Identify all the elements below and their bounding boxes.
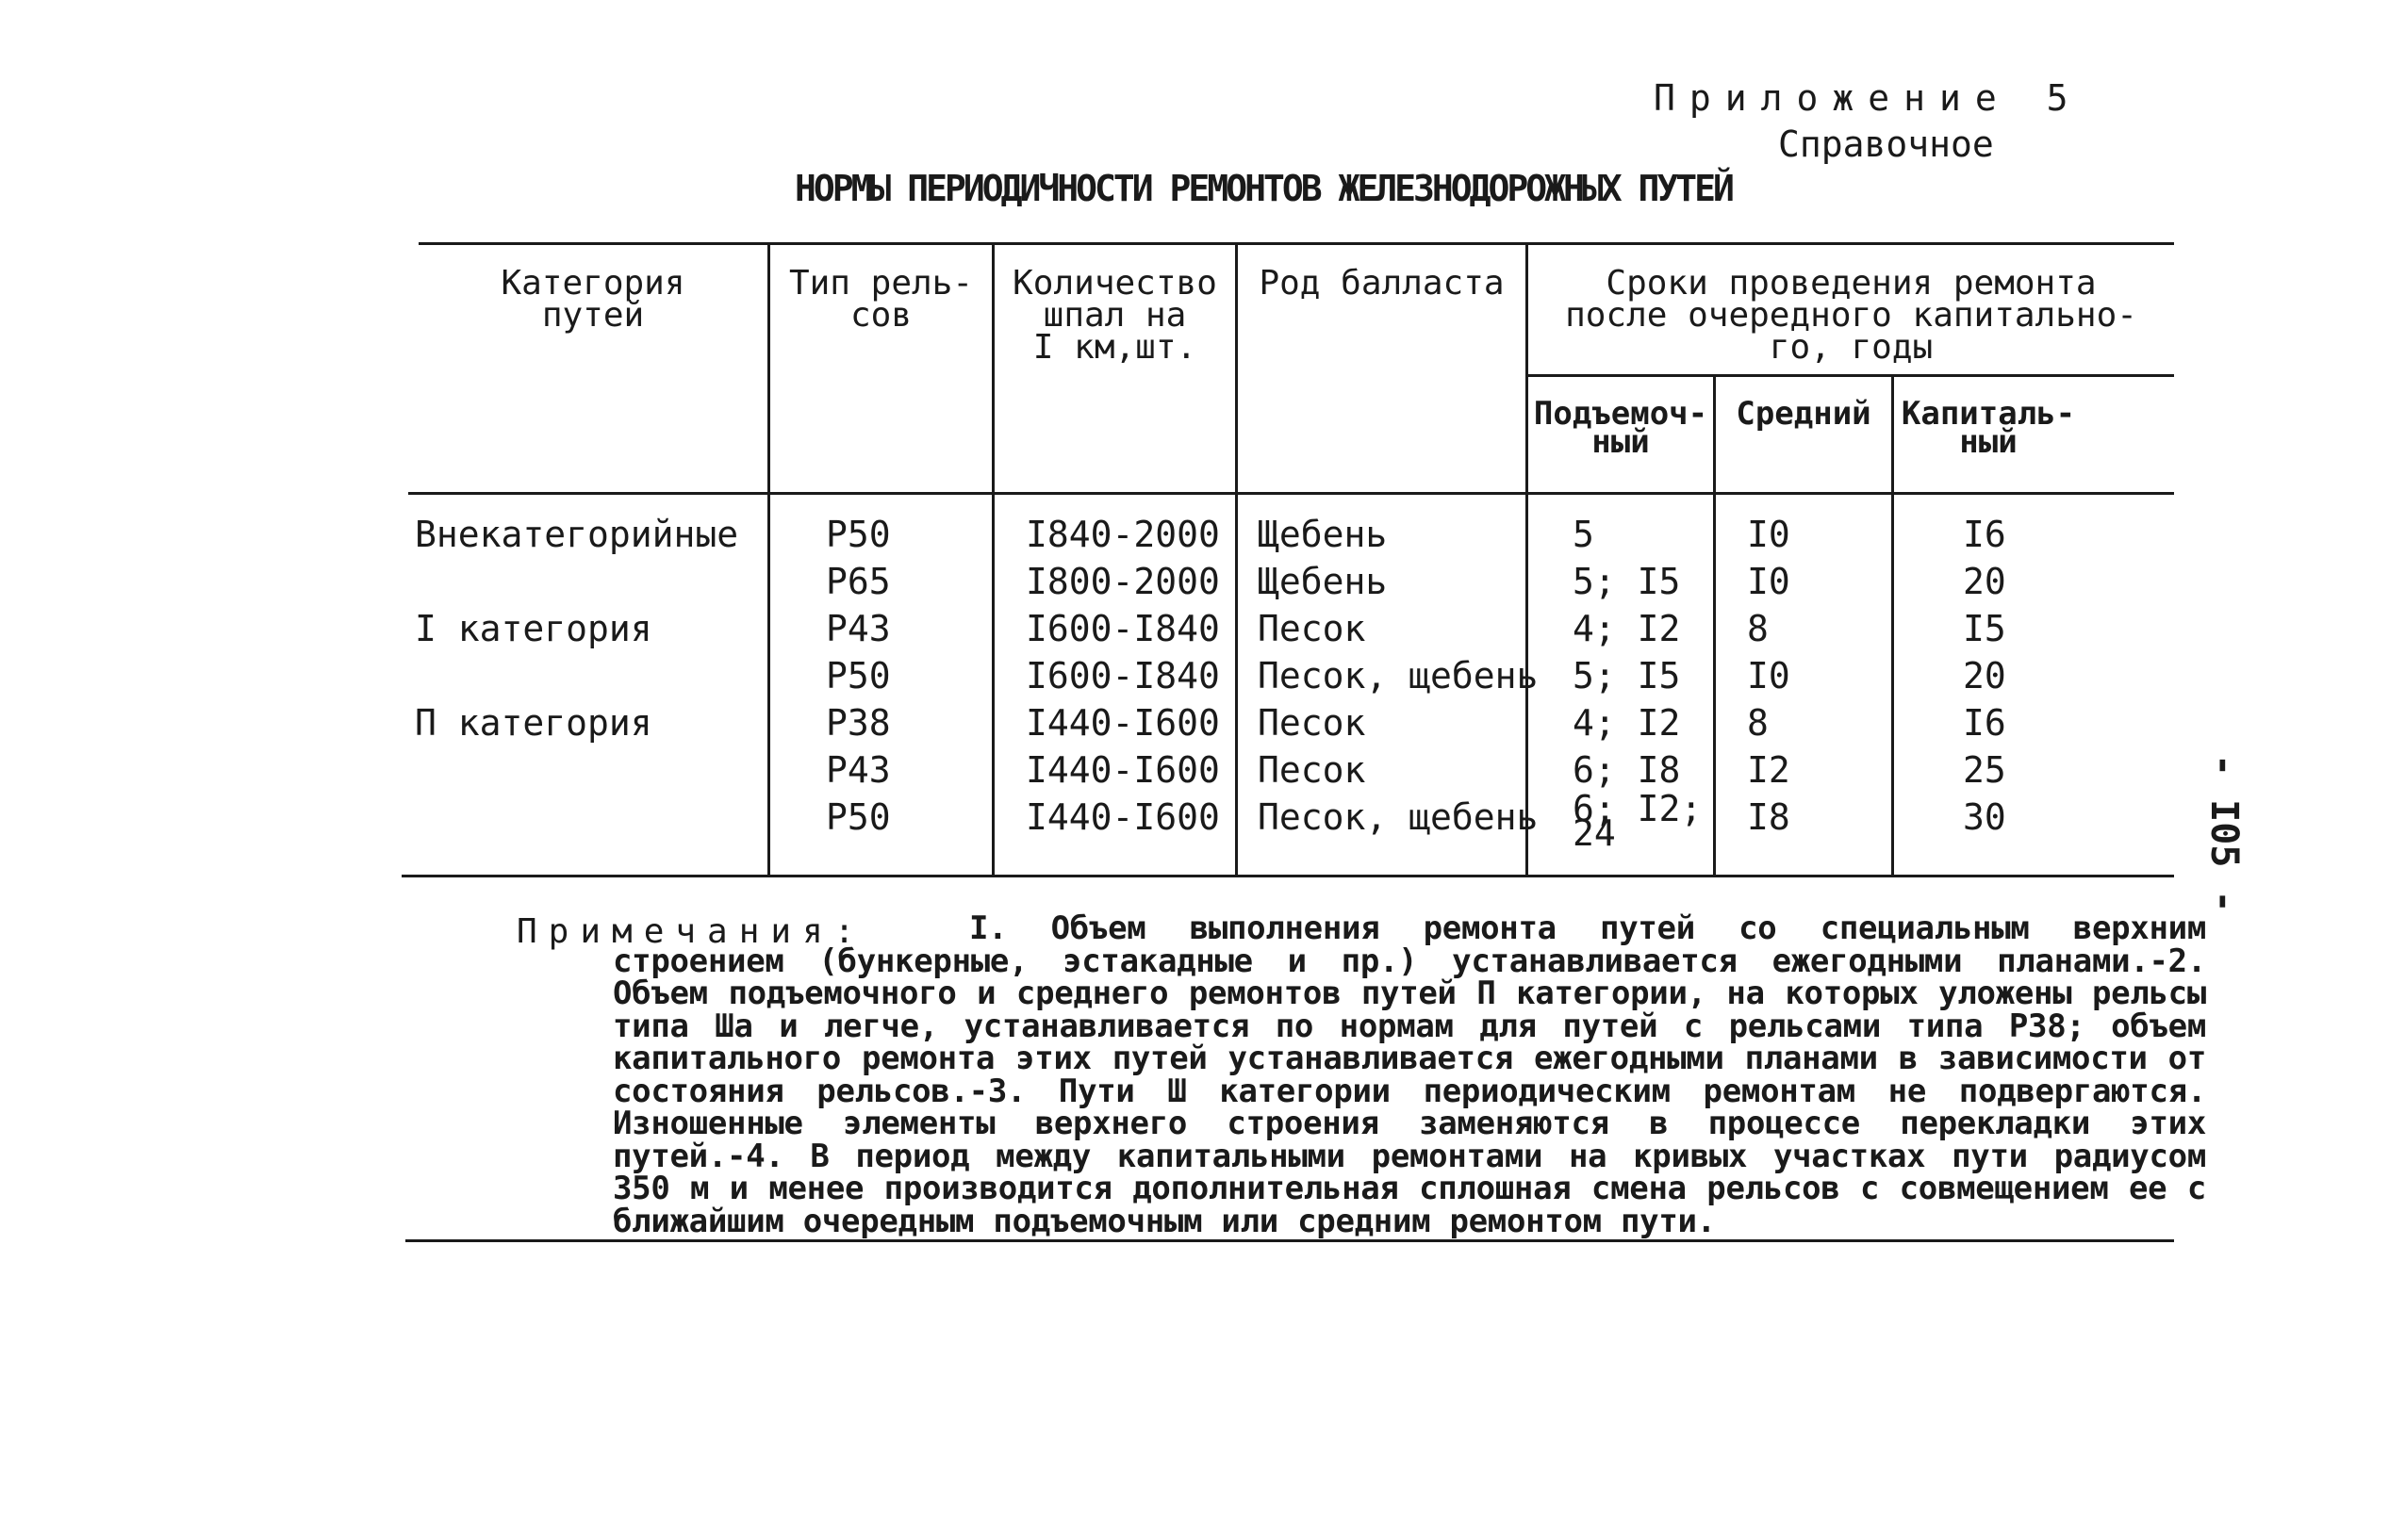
table-row xyxy=(0,514,2389,561)
cell-ballast: Щебень xyxy=(1258,561,1388,602)
cell-ballast: Песок, щебень xyxy=(1258,796,1539,838)
table-row xyxy=(0,702,2389,749)
table-row xyxy=(0,749,2389,796)
notes-label: Примечания: xyxy=(517,912,866,951)
cell-sleepers: I800-2000 xyxy=(1026,561,1220,602)
cell-category: Внекатегорийные xyxy=(415,514,739,555)
col-header-medium: Средний xyxy=(1736,395,1871,433)
cell-capital: 25 xyxy=(1963,749,2006,791)
cell-capital: I6 xyxy=(1963,514,2006,555)
cell-rail: Р50 xyxy=(826,655,891,696)
cell-lifting: 6; I2; 24 xyxy=(1573,788,1703,854)
cell-lifting: 6; I8 xyxy=(1573,749,1681,791)
cell-lifting: 5; I5 xyxy=(1573,655,1681,696)
cell-medium: I0 xyxy=(1747,655,1790,696)
col-header-terms: Сроки проведения ремонта после очередного капитально- го, годы xyxy=(1565,264,2137,367)
reference-label: Справочное xyxy=(1778,123,1994,165)
table-row xyxy=(0,788,2389,854)
cell-medium: I2 xyxy=(1747,749,1790,791)
cell-rail: Р38 xyxy=(826,702,891,744)
page-title: НОРМЫ ПЕРИОДИЧНОСТИ РЕМОНТОВ ЖЕЛЕЗНОДОРОЖНЫХ ПУТЕЙ xyxy=(795,168,1732,209)
cell-sleepers: I600-I840 xyxy=(1026,655,1220,696)
cell-medium: 8 xyxy=(1747,702,1769,744)
cell-medium: 8 xyxy=(1747,608,1769,649)
terms-header-rule xyxy=(1527,374,2174,377)
header-bottom-rule xyxy=(408,492,2174,495)
cell-medium: I0 xyxy=(1747,514,1790,555)
notes-text: I. Объем выполнения ремонта путей со специальным верхним строением (бункерные, эстакадные и пр.) устанавливается ежегодными планами.-2. Объем подъемочного и среднего ремонтов путей П категории, на которых уложены рельсы типа Ша и легче, устанавливается по нормам для путей с рельсами типа Р38; объем капитального ремонта этих путей устанавливается ежегодными планами в зависимости от состояния рельсов.-3. Пути Ш категории периодическим ремонтам не подвергаются. Изношенные элементы верхнего строения заменяются в процессе перекладки этих путей.-4. В период между капитальными ремонтами на кривых участках пути радиусом 350 м и менее производится дополнительная сплошная смена рельсов с совмещением ее с ближайшим очередным подъемочным или средним ремонтом пути. xyxy=(613,909,2206,1240)
cell-sleepers: I440-I600 xyxy=(1026,702,1220,744)
cell-rail: Р65 xyxy=(826,561,891,602)
cell-rail: Р43 xyxy=(826,749,891,791)
cell-capital: 20 xyxy=(1963,655,2006,696)
col-header-ballast: Род балласта xyxy=(1259,264,1505,303)
page-number: - I05 - xyxy=(2202,754,2246,913)
cell-ballast: Песок, щебень xyxy=(1258,655,1539,696)
cell-sleepers: I600-I840 xyxy=(1026,608,1220,649)
cell-rail: Р50 xyxy=(826,796,891,838)
cell-capital: I6 xyxy=(1963,702,2006,744)
cell-category: П категория xyxy=(415,702,652,744)
cell-sleepers: I840-2000 xyxy=(1026,514,1220,555)
cell-ballast: Песок xyxy=(1258,702,1366,744)
table-top-rule xyxy=(419,242,2174,245)
cell-capital: I5 xyxy=(1963,608,2006,649)
cell-medium: I8 xyxy=(1747,796,1790,838)
cell-sleepers: I440-I600 xyxy=(1026,796,1220,838)
cell-capital: 30 xyxy=(1963,796,2006,838)
col-header-category: Категория путей xyxy=(501,264,685,335)
cell-lifting: 4; I2 xyxy=(1573,608,1681,649)
cell-ballast: Песок xyxy=(1258,608,1366,649)
cell-rail: Р50 xyxy=(826,514,891,555)
table-row xyxy=(0,608,2389,655)
notes-bottom-rule xyxy=(405,1239,2174,1242)
cell-lifting: 5; I5 xyxy=(1573,561,1681,602)
cell-lifting: 4; I2 xyxy=(1573,702,1681,744)
cell-ballast: Щебень xyxy=(1258,514,1388,555)
table-row xyxy=(0,655,2389,702)
cell-capital: 20 xyxy=(1963,561,2006,602)
cell-ballast: Песок xyxy=(1258,749,1366,791)
col-header-lifting: Подъемоч- ный xyxy=(1533,395,1708,461)
cell-lifting: 5 xyxy=(1573,514,1594,555)
cell-category: I категория xyxy=(415,608,652,649)
table-row xyxy=(0,561,2389,608)
cell-rail: Р43 xyxy=(826,608,891,649)
col-header-capital: Капиталь- ный xyxy=(1901,395,2076,461)
cell-medium: I0 xyxy=(1747,561,1790,602)
cell-sleepers: I440-I600 xyxy=(1026,749,1220,791)
col-header-sleepers: Количество шпал на I км,шт. xyxy=(1013,264,1217,367)
appendix-label: Приложение 5 xyxy=(1654,77,2083,119)
table-bottom-rule xyxy=(402,875,2174,877)
col-header-rail-type: Тип рель- сов xyxy=(788,264,974,335)
